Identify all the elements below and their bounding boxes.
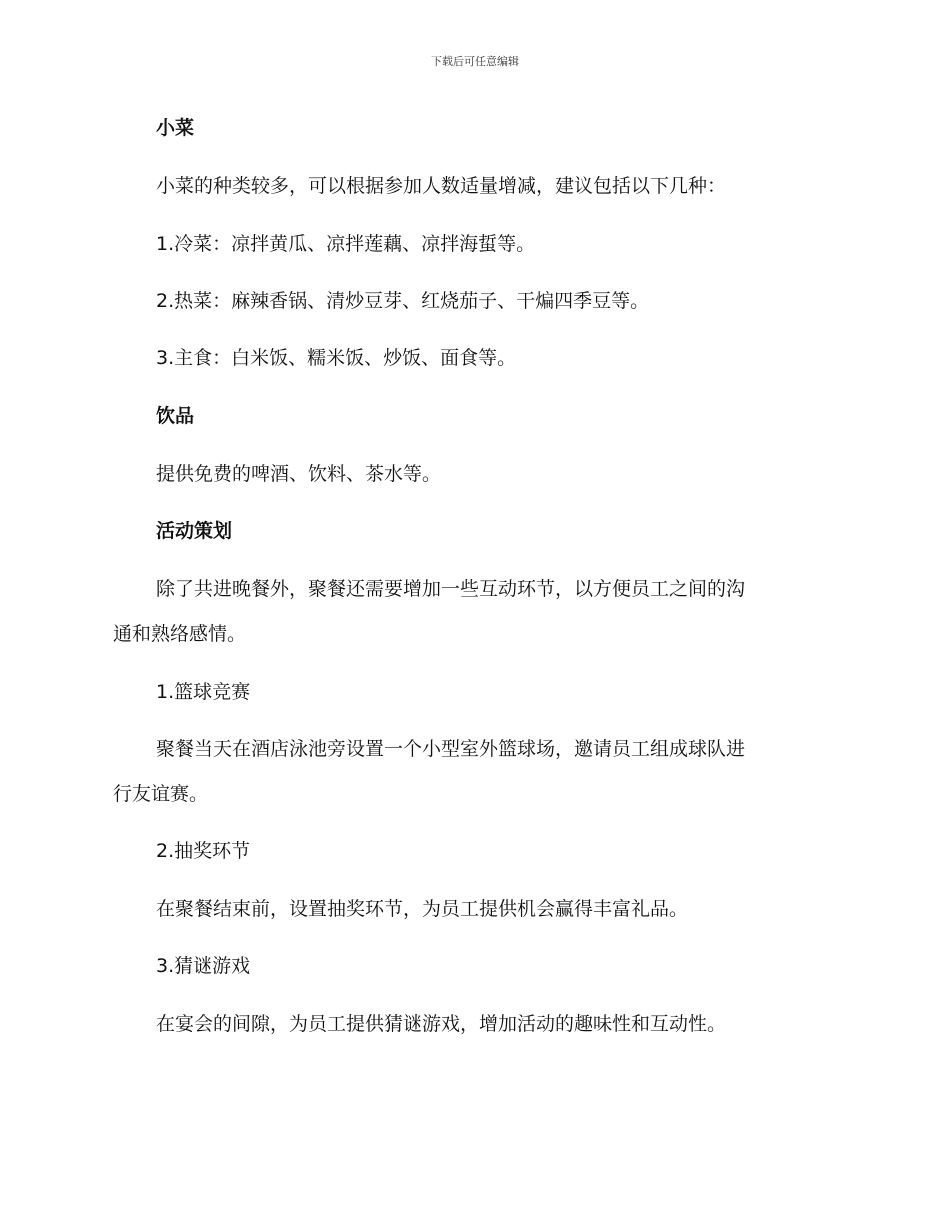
activities-intro-line1: 除了共进晚餐外，聚餐还需要增加一些互动环节，以方便员工之间的沟: [156, 578, 746, 600]
section-title-drinks: 饮品: [156, 405, 195, 427]
drinks-text: 提供免费的啤酒、饮料、茶水等。: [156, 463, 442, 485]
activity-lottery-title: 2.抽奖环节: [156, 840, 251, 862]
activities-intro-line2: 通和熟络感情。: [113, 623, 247, 645]
activity-basketball-title: 1.篮球竞赛: [156, 681, 251, 703]
section-title-activities: 活动策划: [156, 520, 233, 542]
section-title-side-dishes: 小菜: [156, 117, 195, 139]
activity-basketball-text-line2: 行友谊赛。: [113, 783, 209, 805]
activity-basketball-text-line1: 聚餐当天在酒店泳池旁设置一个小型室外篮球场，邀请员工组成球队进: [156, 738, 746, 760]
side-dishes-intro: 小菜的种类较多，可以根据参加人数适量增减，建议包括以下几种：: [156, 175, 727, 197]
activity-lottery-text: 在聚餐结束前，设置抽奖环节，为员工提供机会赢得丰富礼品。: [156, 898, 689, 920]
activity-riddles-title: 3.猜谜游戏: [156, 955, 251, 977]
page-header-note: 下载后可任意编辑: [431, 55, 519, 68]
side-dishes-item-staple: 3.主食：白米饭、糯米饭、炒饭、面食等。: [156, 347, 517, 369]
side-dishes-item-hot: 2.热菜：麻辣香锅、清炒豆芽、红烧茄子、干煸四季豆等。: [156, 290, 650, 312]
activity-riddles-text: 在宴会的间隙，为员工提供猜谜游戏，增加活动的趣味性和互动性。: [156, 1013, 727, 1035]
side-dishes-item-cold: 1.冷菜：凉拌黄瓜、凉拌莲藕、凉拌海蜇等。: [156, 233, 536, 255]
